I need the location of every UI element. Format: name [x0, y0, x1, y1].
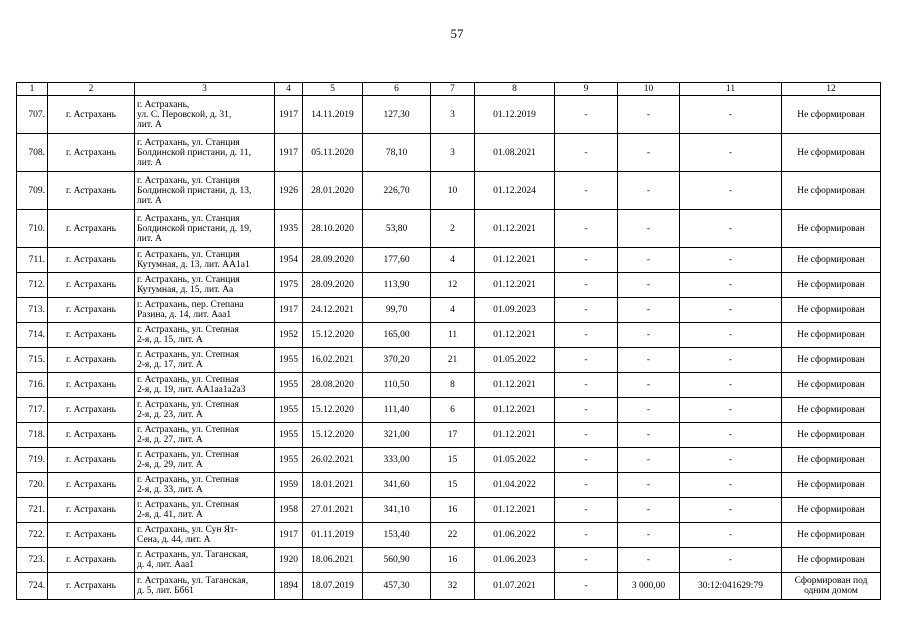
area-cell: 341,10 [363, 498, 431, 523]
address-line: 2-я, д. 19, лит. АА1аа1а2а3 [137, 385, 246, 395]
col10-cell: - [618, 498, 680, 523]
cadastral-cell: - [680, 172, 782, 210]
col9-cell: - [555, 548, 618, 573]
cadastral-cell: - [680, 423, 782, 448]
year-cell: 1952 [275, 323, 303, 348]
address-line: лит. А [137, 119, 162, 130]
plan-date-cell: 01.12.2021 [475, 210, 555, 248]
count-cell: 15 [431, 448, 475, 473]
cadastral-cell: - [680, 134, 782, 172]
city-cell: г. Астрахань [48, 273, 135, 298]
address-cell [135, 373, 275, 398]
city-cell: г. Астрахань [48, 96, 135, 134]
address-line: 2-я, д. 15, лит. А [137, 335, 203, 345]
date-cell: 18.01.2021 [303, 473, 363, 498]
column-header-7: 7 [431, 83, 475, 96]
row-number: 716. [17, 373, 48, 398]
count-cell: 8 [431, 373, 475, 398]
status-cell: Сформирован под одним домом [782, 573, 881, 600]
address-line: 2-я, д. 23, лит. А [137, 410, 203, 420]
cadastral-cell: - [680, 298, 782, 323]
address-line: Кутумная, д. 13, лит. АА1а1 [137, 260, 250, 270]
table-row [17, 348, 881, 373]
table-row [17, 398, 881, 423]
city-cell: г. Астрахань [48, 210, 135, 248]
area-cell: 165,00 [363, 323, 431, 348]
address-cell [135, 523, 275, 548]
cadastral-cell: - [680, 323, 782, 348]
cadastral-cell: - [680, 210, 782, 248]
year-cell: 1955 [275, 448, 303, 473]
table-row [17, 448, 881, 473]
row-number: 723. [17, 548, 48, 573]
cadastral-cell: - [680, 498, 782, 523]
date-cell: 16.02.2021 [303, 348, 363, 373]
date-cell: 28.10.2020 [303, 210, 363, 248]
col10-cell: - [618, 473, 680, 498]
table-row [17, 473, 881, 498]
plan-date-cell: 01.12.2021 [475, 248, 555, 273]
table-row [17, 423, 881, 448]
plan-date-cell: 01.06.2022 [475, 523, 555, 548]
city-cell: г. Астрахань [48, 298, 135, 323]
address-line: г. Астрахань, ул. Станция [137, 175, 240, 186]
row-number: 720. [17, 473, 48, 498]
date-cell: 18.06.2021 [303, 548, 363, 573]
count-cell: 15 [431, 473, 475, 498]
area-cell: 560,90 [363, 548, 431, 573]
cadastral-cell: - [680, 373, 782, 398]
row-number: 711. [17, 248, 48, 273]
col9-cell: - [555, 423, 618, 448]
address-line: г. Астрахань, ул. Сун Ят- [137, 525, 238, 535]
count-cell: 11 [431, 323, 475, 348]
col9-cell: - [555, 573, 618, 600]
plan-date-cell: 01.08.2021 [475, 134, 555, 172]
address-line: г. Астрахань, ул. Степная [137, 350, 239, 360]
col10-cell: - [618, 273, 680, 298]
city-cell: г. Астрахань [48, 523, 135, 548]
date-cell: 05.11.2020 [303, 134, 363, 172]
row-number: 721. [17, 498, 48, 523]
count-cell: 12 [431, 273, 475, 298]
status-cell: Не сформирован [782, 548, 881, 573]
year-cell: 1958 [275, 498, 303, 523]
table-body [17, 96, 881, 600]
address-line: Сена, д. 44, лит. А [137, 535, 211, 545]
plan-date-cell: 01.12.2019 [475, 96, 555, 134]
column-header-4: 4 [275, 83, 303, 96]
year-cell: 1955 [275, 373, 303, 398]
column-header-9: 9 [555, 83, 618, 96]
city-cell: г. Астрахань [48, 248, 135, 273]
cadastral-cell: - [680, 348, 782, 373]
table-row [17, 323, 881, 348]
address-line: лит. А [137, 157, 162, 168]
table-row [17, 523, 881, 548]
status-cell: Не сформирован [782, 448, 881, 473]
count-cell: 21 [431, 348, 475, 373]
city-cell: г. Астрахань [48, 323, 135, 348]
area-cell: 321,00 [363, 423, 431, 448]
area-cell: 99,70 [363, 298, 431, 323]
column-header-12: 12 [782, 83, 881, 96]
date-cell: 18.07.2019 [303, 573, 363, 600]
address-line: г. Астрахань, ул. Степная [137, 475, 239, 485]
address-line: г. Астрахань, ул. Таганская, [137, 576, 249, 586]
plan-date-cell: 01.12.2021 [475, 423, 555, 448]
col9-cell: - [555, 398, 618, 423]
date-cell: 14.11.2019 [303, 96, 363, 134]
address-line: Разина, д. 14, лит. Ааа1 [137, 310, 232, 320]
status-cell: Не сформирован [782, 248, 881, 273]
count-cell: 17 [431, 423, 475, 448]
plan-date-cell: 01.06.2023 [475, 548, 555, 573]
address-cell [135, 348, 275, 373]
address-line: г. Астрахань, ул. Степная [137, 375, 239, 385]
row-number: 714. [17, 323, 48, 348]
cadastral-cell: - [680, 448, 782, 473]
address-line: г. Астрахань, [137, 99, 190, 110]
area-cell: 333,00 [363, 448, 431, 473]
address-line: д. 5, лит. Бб61 [137, 586, 194, 596]
date-cell: 01.11.2019 [303, 523, 363, 548]
address-line: Кутумная, д. 15, лит. Аа [137, 285, 234, 295]
count-cell: 22 [431, 523, 475, 548]
cadastral-cell: - [680, 273, 782, 298]
status-cell: Не сформирован [782, 523, 881, 548]
city-cell: г. Астрахань [48, 373, 135, 398]
column-header-10: 10 [618, 83, 680, 96]
area-cell: 127,30 [363, 96, 431, 134]
status-cell: Не сформирован [782, 348, 881, 373]
year-cell: 1917 [275, 134, 303, 172]
table-row [17, 298, 881, 323]
col10-cell: - [618, 423, 680, 448]
count-cell: 3 [431, 96, 475, 134]
date-cell: 27.01.2021 [303, 498, 363, 523]
area-cell: 113,90 [363, 273, 431, 298]
plan-date-cell: 01.09.2023 [475, 298, 555, 323]
col9-cell: - [555, 373, 618, 398]
plan-date-cell: 01.12.2021 [475, 498, 555, 523]
col9-cell: - [555, 473, 618, 498]
city-cell: г. Астрахань [48, 398, 135, 423]
area-cell: 177,60 [363, 248, 431, 273]
col10-cell: - [618, 348, 680, 373]
address-line: д. 4, лит. Ааа1 [137, 560, 195, 570]
col9-cell: - [555, 273, 618, 298]
count-cell: 16 [431, 548, 475, 573]
plan-date-cell: 01.12.2021 [475, 323, 555, 348]
status-cell: Не сформирован [782, 273, 881, 298]
city-cell: г. Астрахань [48, 498, 135, 523]
address-line: Болдинской пристани, д. 13, [137, 185, 252, 196]
status-cell: Не сформирован [782, 373, 881, 398]
year-cell: 1917 [275, 96, 303, 134]
row-number: 710. [17, 210, 48, 248]
date-cell: 15.12.2020 [303, 423, 363, 448]
plan-date-cell: 01.05.2022 [475, 448, 555, 473]
address-line: г. Астрахань, ул. Степная [137, 425, 239, 435]
col10-cell: - [618, 210, 680, 248]
city-cell: г. Астрахань [48, 573, 135, 600]
status-cell: Не сформирован [782, 298, 881, 323]
plan-date-cell: 01.12.2024 [475, 172, 555, 210]
address-line: ул. С. Перовской, д. 31, [137, 109, 232, 120]
area-cell: 226,70 [363, 172, 431, 210]
col9-cell: - [555, 172, 618, 210]
address-line: 2-я, д. 29, лит. А [137, 460, 203, 470]
date-cell: 26.02.2021 [303, 448, 363, 473]
year-cell: 1917 [275, 298, 303, 323]
plan-date-cell: 01.07.2021 [475, 573, 555, 600]
col9-cell: - [555, 348, 618, 373]
cadastral-cell: - [680, 248, 782, 273]
area-cell: 370,20 [363, 348, 431, 373]
year-cell: 1955 [275, 423, 303, 448]
cadastral-cell: 30:12:041629:79 [680, 573, 782, 600]
status-cell: Не сформирован [782, 498, 881, 523]
address-cell [135, 298, 275, 323]
address-line: г. Астрахань, ул. Станция [137, 213, 240, 224]
row-number: 712. [17, 273, 48, 298]
col9-cell: - [555, 323, 618, 348]
year-cell: 1894 [275, 573, 303, 600]
col9-cell: - [555, 134, 618, 172]
col9-cell: - [555, 523, 618, 548]
housing-table [16, 82, 881, 600]
row-number: 715. [17, 348, 48, 373]
address-cell [135, 573, 275, 600]
table-row [17, 573, 881, 600]
city-cell: г. Астрахань [48, 348, 135, 373]
row-number: 707. [17, 96, 48, 134]
address-cell [135, 248, 275, 273]
area-cell: 341,60 [363, 473, 431, 498]
city-cell: г. Астрахань [48, 473, 135, 498]
status-cell: Не сформирован [782, 96, 881, 134]
column-header-3: 3 [135, 83, 275, 96]
col10-cell: - [618, 373, 680, 398]
address-line: 2-я, д. 41, лит. А [137, 510, 203, 520]
year-cell: 1917 [275, 523, 303, 548]
plan-date-cell: 01.05.2022 [475, 348, 555, 373]
table-row [17, 273, 881, 298]
table-row [17, 498, 881, 523]
column-header-1: 1 [17, 83, 48, 96]
count-cell: 16 [431, 498, 475, 523]
col10-cell: - [618, 172, 680, 210]
status-cell: Не сформирован [782, 473, 881, 498]
address-cell [135, 323, 275, 348]
count-cell: 6 [431, 398, 475, 423]
table-row [17, 373, 881, 398]
cadastral-cell: - [680, 523, 782, 548]
column-header-6: 6 [363, 83, 431, 96]
address-line: г. Астрахань, ул. Станция [137, 275, 240, 285]
count-cell: 3 [431, 134, 475, 172]
cadastral-cell: - [680, 96, 782, 134]
city-cell: г. Астрахань [48, 548, 135, 573]
col10-cell: - [618, 448, 680, 473]
area-cell: 111,40 [363, 398, 431, 423]
count-cell: 4 [431, 298, 475, 323]
address-line: 2-я, д. 33, лит. А [137, 485, 203, 495]
address-line: г. Астрахань, ул. Степная [137, 325, 239, 335]
count-cell: 10 [431, 172, 475, 210]
status-cell: Не сформирован [782, 423, 881, 448]
col9-cell: - [555, 498, 618, 523]
plan-date-cell: 01.12.2021 [475, 373, 555, 398]
row-number: 724. [17, 573, 48, 600]
address-cell [135, 134, 275, 172]
year-cell: 1954 [275, 248, 303, 273]
count-cell: 4 [431, 248, 475, 273]
address-line: г. Астрахань, ул. Степная [137, 400, 239, 410]
col10-cell: - [618, 248, 680, 273]
address-cell [135, 548, 275, 573]
address-cell [135, 398, 275, 423]
area-cell: 110,50 [363, 373, 431, 398]
col10-cell: - [618, 548, 680, 573]
row-number: 708. [17, 134, 48, 172]
address-line: г. Астрахань, ул. Станция [137, 137, 240, 148]
address-cell [135, 96, 275, 134]
city-cell: г. Астрахань [48, 448, 135, 473]
row-number: 709. [17, 172, 48, 210]
count-cell: 32 [431, 573, 475, 600]
plan-date-cell: 01.04.2022 [475, 473, 555, 498]
status-cell: Не сформирован [782, 398, 881, 423]
date-cell: 28.08.2020 [303, 373, 363, 398]
address-line: 2-я, д. 17, лит. А [137, 360, 203, 370]
table-row [17, 96, 881, 134]
address-line: г. Астрахань, ул. Станция [137, 250, 240, 260]
date-cell: 15.12.2020 [303, 398, 363, 423]
col9-cell: - [555, 210, 618, 248]
year-cell: 1955 [275, 398, 303, 423]
city-cell: г. Астрахань [48, 423, 135, 448]
address-cell [135, 210, 275, 248]
col9-cell: - [555, 448, 618, 473]
city-cell: г. Астрахань [48, 172, 135, 210]
address-cell [135, 172, 275, 210]
area-cell: 78,10 [363, 134, 431, 172]
cadastral-cell: - [680, 473, 782, 498]
col9-cell: - [555, 248, 618, 273]
date-cell: 28.09.2020 [303, 248, 363, 273]
address-line: лит. А [137, 195, 162, 206]
address-cell [135, 273, 275, 298]
column-header-11: 11 [680, 83, 782, 96]
row-number: 719. [17, 448, 48, 473]
address-line: г. Астрахань, ул. Таганская, [137, 550, 249, 560]
column-header-5: 5 [303, 83, 363, 96]
col9-cell: - [555, 96, 618, 134]
header-row [17, 83, 881, 96]
year-cell: 1935 [275, 210, 303, 248]
plan-date-cell: 01.12.2021 [475, 273, 555, 298]
table-row [17, 134, 881, 172]
col10-cell: - [618, 134, 680, 172]
city-cell: г. Астрахань [48, 134, 135, 172]
area-cell: 457,30 [363, 573, 431, 600]
address-cell [135, 448, 275, 473]
address-line: 2-я, д. 27, лит. А [137, 435, 203, 445]
column-header-8: 8 [475, 83, 555, 96]
row-number: 717. [17, 398, 48, 423]
address-cell [135, 473, 275, 498]
year-cell: 1926 [275, 172, 303, 210]
col10-cell: - [618, 323, 680, 348]
table-row [17, 210, 881, 248]
area-cell: 153,40 [363, 523, 431, 548]
address-cell [135, 423, 275, 448]
area-cell: 53,80 [363, 210, 431, 248]
table-row [17, 172, 881, 210]
address-line: Болдинской пристани, д. 19, [137, 223, 252, 234]
plan-date-cell: 01.12.2021 [475, 398, 555, 423]
col10-cell: 3 000,00 [618, 573, 680, 600]
col9-cell: - [555, 298, 618, 323]
row-number: 722. [17, 523, 48, 548]
row-number: 713. [17, 298, 48, 323]
address-line: лит. А [137, 233, 162, 244]
status-cell: Не сформирован [782, 134, 881, 172]
table-row [17, 248, 881, 273]
status-cell: Не сформирован [782, 210, 881, 248]
address-line: Болдинской пристани, д. 11, [137, 147, 252, 158]
col10-cell: - [618, 398, 680, 423]
date-cell: 24.12.2021 [303, 298, 363, 323]
year-cell: 1975 [275, 273, 303, 298]
count-cell: 2 [431, 210, 475, 248]
address-line: г. Астрахань, ул. Степная [137, 450, 239, 460]
date-cell: 28.09.2020 [303, 273, 363, 298]
table-row [17, 548, 881, 573]
address-line: г. Астрахань, ул. Степная [137, 500, 239, 510]
cadastral-cell: - [680, 548, 782, 573]
address-cell [135, 498, 275, 523]
status-cell: Не сформирован [782, 172, 881, 210]
date-cell: 28.01.2020 [303, 172, 363, 210]
address-line: г. Астрахань, пер. Степана [137, 300, 244, 310]
year-cell: 1959 [275, 473, 303, 498]
cadastral-cell: - [680, 398, 782, 423]
column-header-2: 2 [48, 83, 135, 96]
col10-cell: - [618, 96, 680, 134]
status-cell: Не сформирован [782, 323, 881, 348]
year-cell: 1955 [275, 348, 303, 373]
col10-cell: - [618, 523, 680, 548]
col10-cell: - [618, 298, 680, 323]
year-cell: 1920 [275, 548, 303, 573]
date-cell: 15.12.2020 [303, 323, 363, 348]
row-number: 718. [17, 423, 48, 448]
page-number: 57 [450, 26, 464, 41]
